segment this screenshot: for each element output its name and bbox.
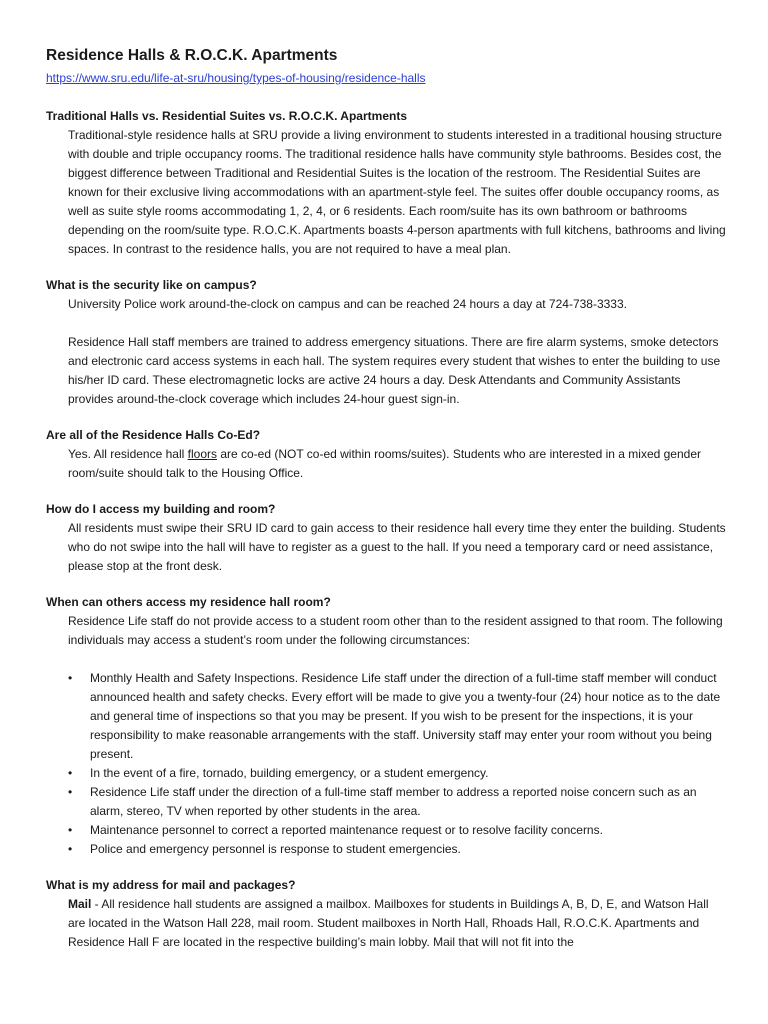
section-paragraph: University Police work around-the-clock on campus and can be reached 24 hours a day at 724-738-3333. <box>68 297 627 311</box>
section-coed <box>46 426 726 483</box>
document-title: Residence Halls & R.O.C.K. Apartments <box>46 47 338 64</box>
coed-text-underlined: floors <box>187 447 217 461</box>
list-item <box>68 783 726 821</box>
section-heading: Traditional Halls vs. Residential Suites vs. R.O.C.K. Apartments <box>46 109 407 123</box>
mail-label: Mail <box>68 897 92 911</box>
list-item <box>68 840 726 859</box>
bullet-icon: • <box>68 766 73 780</box>
section-paragraph: Traditional-style residence halls at SRU provide a living environment to students interested in a traditional housing structure with double and triple occupancy rooms. The traditional residence halls have community style bathrooms. Besides cost, the biggest difference between Traditional and Residential Suites is the location of the restroom. The Residential Suites are known for their exclusive living accommodations with an apartment-style feel. The suites offer double occupancy rooms, as well as suite style rooms accommodating 1, 2, 4, or 6 residents. Each room/suite has its own bathroom or bathrooms depending on the room/suite type. R.O.C.K. Apartments boasts 4-person apartments with full kitchens, bathrooms and living spaces. In contrast to the residence halls, you are not required to have a meal plan. <box>68 128 726 256</box>
section-heading: Are all of the Residence Halls Co-Ed? <box>46 428 261 442</box>
section-security <box>46 276 726 409</box>
coed-text-before: Yes. All residence hall <box>68 447 188 461</box>
bullet-icon: • <box>68 823 73 837</box>
coed-text-after: are co-ed (NOT co-ed within rooms/suites). Students who are interested in a mixed gender room/suite should talk to the Housing Office. <box>68 447 701 480</box>
document-page <box>46 46 726 969</box>
section-heading: When can others access my residence hall room? <box>46 595 331 609</box>
list-item <box>68 821 726 840</box>
list-item-text: In the event of a fire, tornado, building emergency, or a student emergency. <box>90 766 489 780</box>
section-paragraph: Residence Life staff do not provide access to a student room other than to the resident assigned to that room. The following individuals may access a student’s room under the following circumstances: <box>68 614 723 647</box>
bullet-icon: • <box>68 785 73 799</box>
section-hall-types <box>46 107 726 259</box>
access-circumstances-list <box>68 669 726 859</box>
section-paragraph <box>68 895 726 952</box>
section-access-building <box>46 500 726 576</box>
residence-halls-link[interactable]: https://www.sru.edu/life-at-sru/housing/types-of-housing/residence-halls <box>46 71 426 85</box>
list-item-text: Maintenance personnel to correct a reported maintenance request or to resolve facility concerns. <box>90 823 603 837</box>
list-item-text: Police and emergency personnel is response to student emergencies. <box>90 842 461 856</box>
section-heading: What is the security like on campus? <box>46 278 257 292</box>
section-paragraph: Residence Hall staff members are trained to address emergency situations. There are fire alarm systems, smoke detectors and electronic card access systems in each hall. The system requires every student that wishes to enter the building to use his/her ID card. These electromagnetic locks are active 24 hours a day. Desk Attendants and Community Assistants provides around-the-clock coverage which includes 24-hour guest sign-in. <box>68 335 721 406</box>
section-heading: How do I access my building and room? <box>46 502 276 516</box>
list-item <box>68 669 726 764</box>
list-item-text: Residence Life staff under the direction of a full-time staff member to address a reported noise concern such as an alarm, stereo, TV when reported by other students in the area. <box>90 785 697 818</box>
mail-text: - All residence hall students are assigned a mailbox. Mailboxes for students in Buildings A, B, D, E, and Watson Hall are located in the Watson Hall 228, mail room. Student mailboxes in North Hall, Rhoads Hall, R.O.C.K. Apartments and Residence Hall F are located in the respective building’s main lobby. Mail that will not fit into the <box>68 897 709 949</box>
section-heading: What is my address for mail and packages? <box>46 878 296 892</box>
list-item <box>68 764 726 783</box>
section-paragraph <box>68 445 726 483</box>
bullet-icon: • <box>68 671 73 685</box>
list-item-text: Monthly Health and Safety Inspections. Residence Life staff under the direction of a full-time staff member will conduct announced health and safety checks. Every effort will be made to give you a twenty-four (24) hour notice as to the date and general time of inspections so that you may be present. If you wish to be present for the inspections, it is your responsibility to make reasonable arrangements with the staff. University staff may enter your room without you being present. <box>90 671 721 761</box>
section-paragraph: All residents must swipe their SRU ID card to gain access to their residence hall every time they enter the building. Students who do not swipe into the hall will have to register as a guest to the hall. If you need a temporary card or need assistance, please stop at the front desk. <box>68 521 726 573</box>
section-room-access <box>46 593 726 859</box>
section-mail <box>46 876 726 952</box>
bullet-icon: • <box>68 842 73 856</box>
